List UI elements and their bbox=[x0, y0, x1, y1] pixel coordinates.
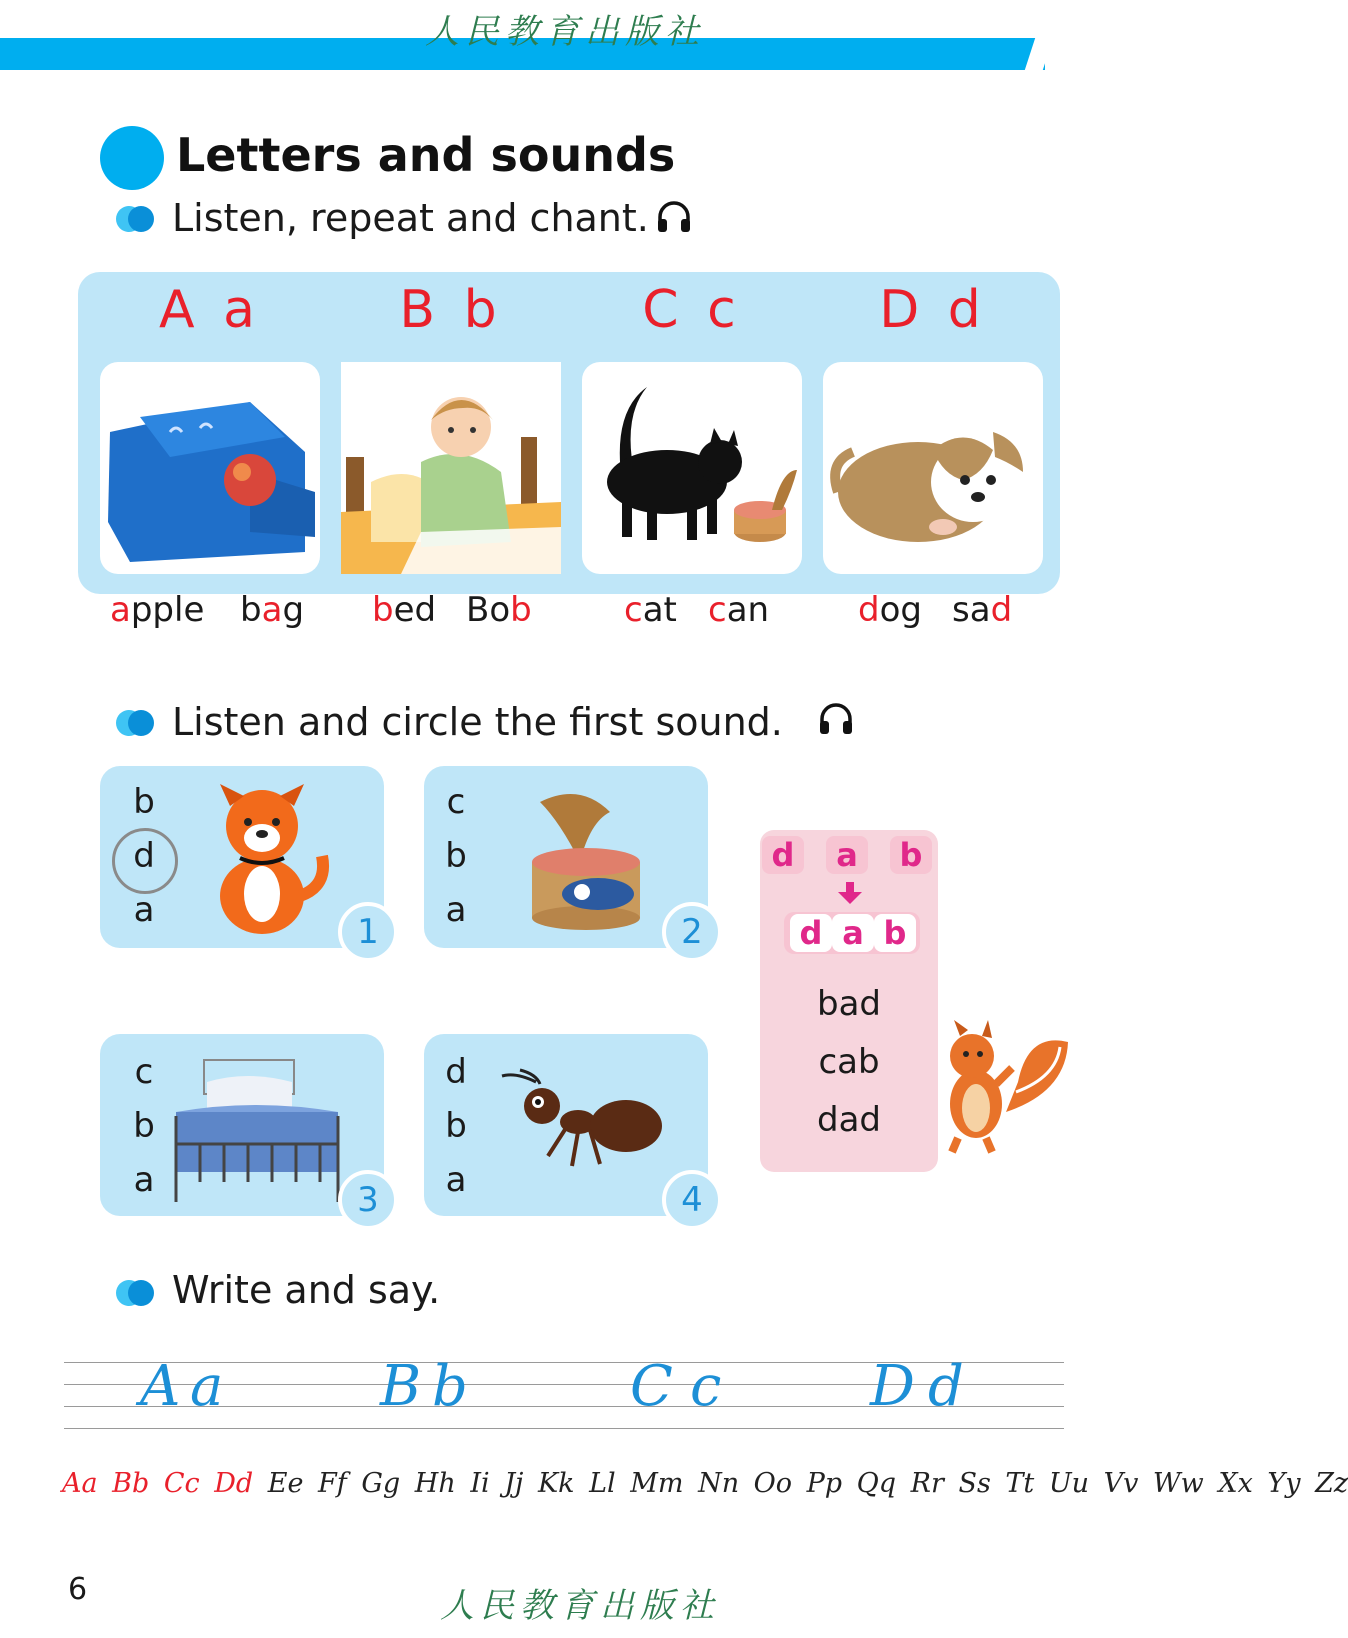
traced-letter: B bbox=[380, 1354, 422, 1419]
word-bob: Bob bbox=[466, 590, 532, 630]
word-bed: bed bbox=[372, 590, 437, 630]
exercise-number-badge: 1 bbox=[338, 902, 398, 962]
writing-line bbox=[64, 1428, 1064, 1429]
squirrel-picture bbox=[936, 1012, 1076, 1160]
word-apple: apple bbox=[110, 590, 205, 630]
traced-letter: c bbox=[690, 1354, 722, 1419]
picture-bed bbox=[341, 362, 561, 574]
option-letter[interactable]: b bbox=[133, 782, 155, 822]
word-cat: cat bbox=[624, 590, 677, 630]
publisher-watermark-top: 人民教育出版社 bbox=[425, 12, 705, 52]
alphabet-highlight: Aa Bb Cc Dd bbox=[62, 1468, 254, 1499]
blend-word: dad bbox=[817, 1100, 881, 1140]
sad-dog-illustration bbox=[823, 362, 1043, 574]
option-letter[interactable]: d bbox=[445, 1052, 467, 1092]
blend-word: cab bbox=[818, 1042, 880, 1082]
letter-tile: b bbox=[874, 914, 916, 952]
cat-illustration bbox=[582, 362, 802, 574]
letter-heading-c: C c bbox=[642, 280, 742, 340]
option-letter[interactable]: a bbox=[445, 1160, 467, 1200]
word-can: can bbox=[708, 590, 770, 630]
letter-tile: a bbox=[826, 836, 868, 874]
bullet-icon bbox=[116, 1280, 154, 1306]
bullet-icon bbox=[116, 710, 154, 736]
option-letter[interactable]: b bbox=[445, 836, 467, 876]
arrow-down-icon bbox=[838, 882, 862, 904]
option-letter[interactable]: b bbox=[445, 1106, 467, 1146]
option-letter-circled[interactable]: d bbox=[133, 836, 155, 876]
option-letter[interactable]: a bbox=[445, 890, 467, 930]
traced-letter: A bbox=[140, 1354, 181, 1419]
letter-heading-d: D d bbox=[879, 280, 987, 340]
letter-heading-a: A a bbox=[159, 280, 261, 340]
exercise-number-badge: 3 bbox=[338, 1170, 398, 1230]
bullet-icon bbox=[116, 206, 154, 232]
alphabet-rest: Ee Ff Gg Hh Ii Jj Kk Ll Mm Nn Oo Pp Qq Rr Ss Tt Uu Vv Ww Xx Yy Zz bbox=[267, 1468, 1348, 1499]
option-letter[interactable]: c bbox=[134, 1052, 154, 1092]
blend-word: bad bbox=[817, 984, 881, 1024]
traced-letter: d bbox=[928, 1354, 964, 1419]
page-number: 6 bbox=[68, 1572, 88, 1607]
letter-tile: b bbox=[890, 836, 932, 874]
bag-apple-illustration bbox=[100, 362, 320, 574]
letter-tile: d bbox=[762, 836, 804, 874]
picture-dog bbox=[823, 362, 1043, 574]
traced-letter: b bbox=[432, 1354, 468, 1419]
option-letter[interactable]: a bbox=[133, 1160, 155, 1200]
headphones-icon[interactable] bbox=[818, 702, 854, 736]
word-dog: dog bbox=[858, 590, 922, 630]
letter-tile: a bbox=[832, 914, 874, 952]
option-letter[interactable]: b bbox=[133, 1106, 155, 1146]
ant-picture bbox=[496, 1070, 666, 1180]
exercise-number-badge: 4 bbox=[662, 1170, 722, 1230]
instruction-chant: Listen, repeat and chant. bbox=[172, 196, 649, 240]
traced-letter: a bbox=[190, 1354, 224, 1419]
boy-in-bed-illustration bbox=[341, 362, 561, 574]
instruction-circle: Listen and circle the first sound. bbox=[172, 700, 783, 744]
traced-letter: D bbox=[870, 1354, 915, 1419]
exercise-number-badge: 2 bbox=[662, 902, 722, 962]
option-letter[interactable]: a bbox=[133, 890, 155, 930]
traced-letter: C bbox=[630, 1354, 673, 1419]
instruction-write: Write and say. bbox=[172, 1268, 441, 1312]
letter-heading-b: B b bbox=[399, 280, 503, 340]
option-letter[interactable]: c bbox=[446, 782, 466, 822]
bed-picture bbox=[172, 1052, 342, 1202]
dog-picture bbox=[200, 776, 330, 936]
can-picture bbox=[520, 782, 650, 932]
publisher-watermark-bottom: 人民教育出版社 bbox=[440, 1586, 720, 1626]
section-title: Letters and sounds bbox=[176, 128, 676, 182]
word-bag: bag bbox=[240, 590, 305, 630]
alphabet-strip bbox=[62, 1468, 1348, 1499]
headphones-icon[interactable] bbox=[656, 200, 692, 234]
letter-tile: d bbox=[790, 914, 832, 952]
word-sad: sad bbox=[952, 590, 1013, 630]
picture-bag bbox=[100, 362, 320, 574]
picture-cat bbox=[582, 362, 802, 574]
section-dot-icon bbox=[100, 126, 164, 190]
